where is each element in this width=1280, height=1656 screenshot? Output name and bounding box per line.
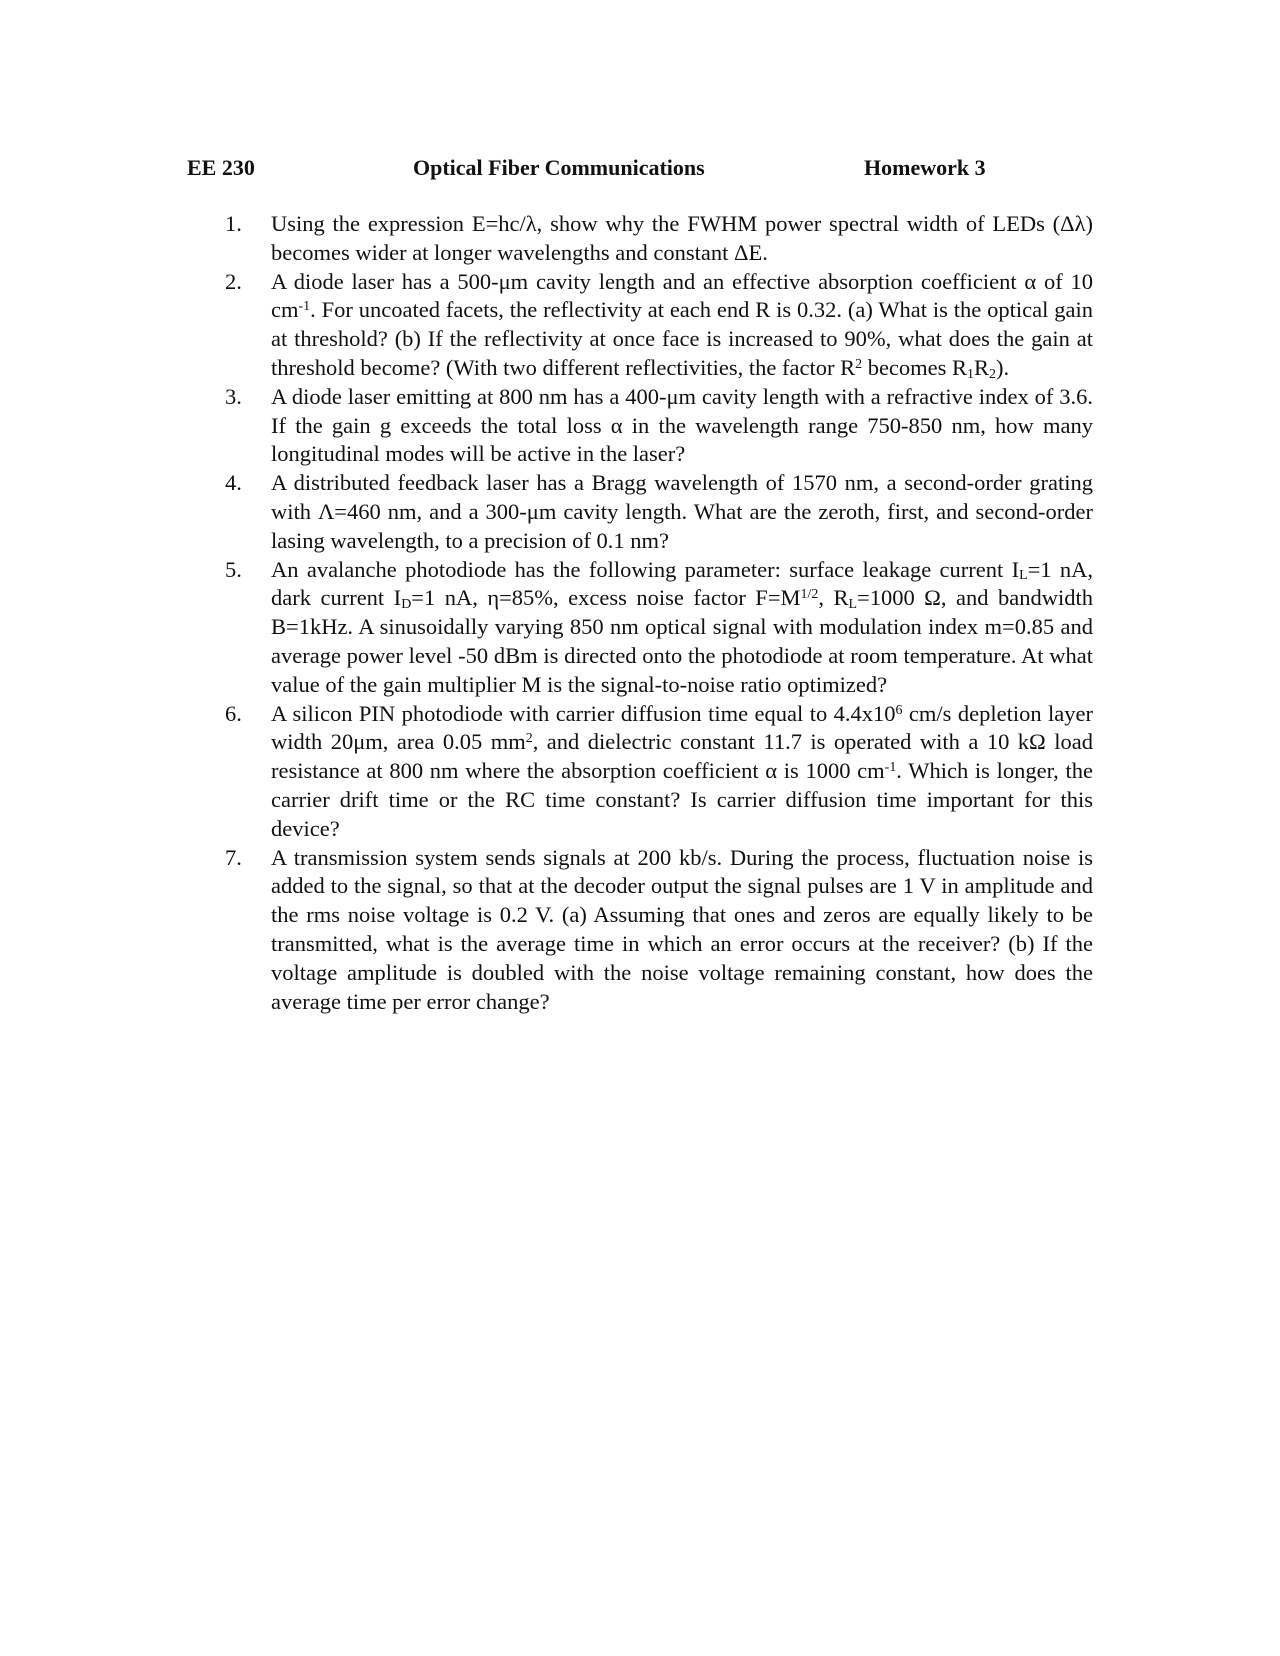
- course-code: EE 230: [187, 155, 255, 180]
- problem-number: 2.: [225, 268, 242, 294]
- problem-list: [187, 210, 1093, 1016]
- problem-text: [271, 700, 1093, 844]
- problem-text-segment: =1 nA, η=85%, excess noise factor F=M: [411, 585, 801, 611]
- problem-item: [187, 469, 1093, 555]
- problem-text-segment: A silicon PIN photodiode with carrier diffusion time equal to 4.4x10: [271, 700, 896, 726]
- problem-item: [187, 700, 1093, 844]
- superscript: 2: [525, 731, 533, 747]
- problem-text-segment: Using the expression E=hc/λ, show why the FWHM power spectral width of LEDs (Δλ) becomes wider at longer wavelengths and constant ΔE.: [271, 211, 1093, 265]
- problem-item: [187, 210, 1093, 268]
- homework-label: Homework 3: [864, 155, 986, 180]
- subscript: D: [401, 597, 412, 613]
- superscript: 6: [895, 702, 903, 718]
- superscript: -1: [884, 760, 897, 776]
- problem-text-segment: , R: [818, 585, 849, 611]
- problem-number: 6.: [225, 700, 242, 726]
- subscript: L: [1019, 568, 1028, 584]
- problem-text-segment: , and dielectric constant 11.7 is operated with a 10 kΩ load resistance at 800 nm where the absorption coefficient α is 1000 cm: [271, 729, 1093, 784]
- problem-text-segment: A diode laser has a 500-μm cavity length and an effective absorption coefficient α of 10 cm: [271, 268, 1093, 323]
- superscript: 2: [855, 357, 863, 373]
- course-title: Optical Fiber Communications: [413, 155, 705, 180]
- problem-text-segment: . For uncoated facets, the reflectivity at each end R is 0.32. (a) What is the optical gain at threshold? (b) If the reflectivity at once face is increased to 90%, what does the gain at threshold become? (With two different reflectivities, the factor R: [271, 297, 1093, 380]
- problem-item: [187, 556, 1093, 700]
- problem-item: [187, 383, 1093, 469]
- problem-item: [187, 268, 1093, 383]
- problem-text-segment: R: [974, 354, 990, 380]
- problem-text: [271, 469, 1093, 555]
- problem-text: [271, 556, 1093, 700]
- problem-text-segment: . Which is longer, the carrier drift time or the RC time constant? Is carrier diffusion time important for this device?: [271, 758, 1093, 841]
- problem-text: [271, 844, 1093, 1017]
- problem-number: 1.: [225, 211, 242, 236]
- problem-item: [187, 844, 1093, 1017]
- subscript: L: [848, 597, 857, 613]
- superscript: -1: [298, 299, 311, 315]
- document-header: [187, 150, 1007, 186]
- problem-text: [271, 383, 1093, 469]
- subscript: 2: [989, 366, 996, 382]
- problem-text-segment: cm/s depletion layer width 20μm, area 0.05 mm: [271, 700, 1093, 755]
- problem-text-segment: =1 nA, dark current I: [271, 556, 1093, 611]
- problem-text: [271, 210, 1093, 268]
- problem-text-segment: A distributed feedback laser has a Bragg wavelength of 1570 nm, a second-order grating with Λ=460 nm, and a 300-μm cavity length. What are the zeroth, first, and second-order lasing wavelength, to a precision of 0.1 nm?: [271, 470, 1093, 553]
- problem-text-segment: A diode laser emitting at 800 nm has a 400-μm cavity length with a refractive index of 3.6. If the gain g exceeds the total loss α in the wavelength range 750-850 nm, how many longitudinal modes will be active in the laser?: [271, 383, 1093, 467]
- superscript: 1/2: [800, 587, 819, 603]
- problem-text-segment: =1000 Ω, and bandwidth B=1kHz. A sinusoidally varying 850 nm optical signal with modulation index m=0.85 and average power level -50 dBm is directed onto the photodiode at room temperature. At what value of the gain multiplier M is the signal-to-noise ratio optimized?: [271, 585, 1094, 697]
- problem-text-segment: becomes R: [862, 354, 968, 380]
- problem-number: 4.: [225, 470, 242, 496]
- problem-number: 3.: [225, 383, 242, 409]
- subscript: 1: [967, 366, 975, 382]
- problem-text-segment: ).: [996, 354, 1010, 380]
- problem-text-segment: An avalanche photodiode has the following parameter: surface leakage current I: [271, 556, 1020, 582]
- problem-text: [271, 268, 1093, 383]
- problem-number: 7.: [225, 844, 242, 870]
- problem-number: 5.: [225, 556, 242, 582]
- problem-text-segment: A transmission system sends signals at 200 kb/s. During the process, fluctuation noise is added to the signal, so that at the decoder output the signal pulses are 1 V in amplitude and the rms noise voltage is 0.2 V. (a) Assuming that ones and zeros are equally likely to be transmitted, what is the average time in which an error occurs at the receiver? (b) If the voltage amplitude is doubled with the noise voltage remaining constant, how does the average time per error change?: [271, 844, 1093, 1014]
